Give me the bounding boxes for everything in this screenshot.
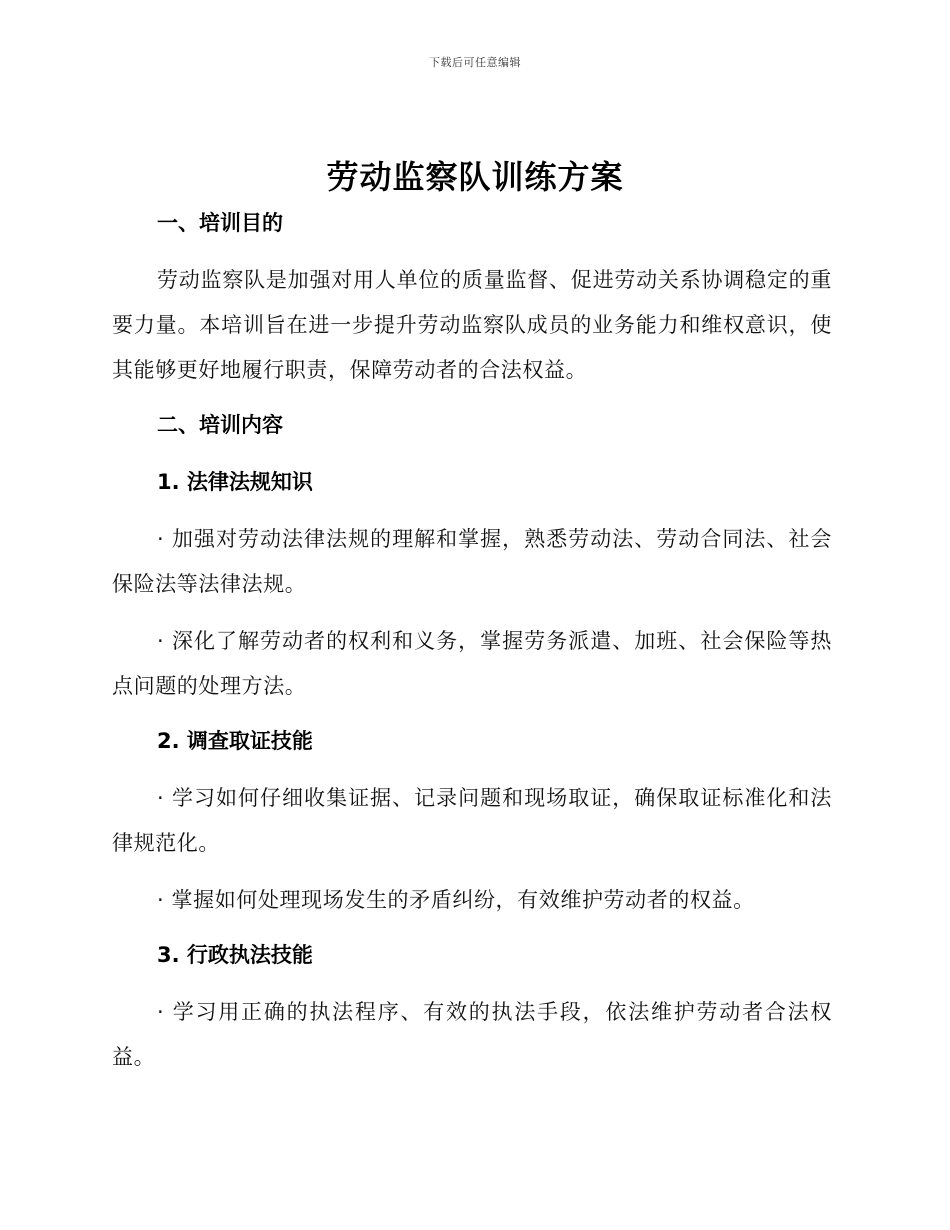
- bullet-item-enforcement-1: · 学习用正确的执法程序、有效的执法手段，依法维护劳动者合法权益。: [112, 1000, 832, 1069]
- subsection-heading-investigation: 2. 调查取证技能: [157, 729, 313, 753]
- paragraph-training-purpose: 劳动监察队是加强对用人单位的质量监督、促进劳动关系协调稳定的重要力量。本培训旨在进一步提升劳动监察队成员的业务能力和维权意识，使其能够更好地履行职责，保障劳动者的合法权益。: [112, 268, 832, 382]
- section-heading-training-content: 二、培训内容: [157, 413, 283, 437]
- bullet-item-investigation-1: · 学习如何仔细收集证据、记录问题和现场取证，确保取证标准化和法律规范化。: [112, 786, 832, 855]
- subsection-heading-enforcement: 3. 行政执法技能: [157, 943, 313, 967]
- page-header-note: 下载后可任意编辑: [429, 56, 521, 69]
- subsection-heading-laws: 1. 法律法规知识: [157, 470, 313, 494]
- document-body: [112, 202, 832, 1080]
- section-heading-training-purpose: 一、培训目的: [157, 211, 283, 235]
- document-title: 劳动监察队训练方案: [326, 158, 624, 196]
- bullet-item-investigation-2: · 掌握如何处理现场发生的矛盾纠纷，有效维护劳动者的权益。: [157, 888, 755, 912]
- bullet-item-laws-2: · 深化了解劳动者的权利和义务，掌握劳务派遣、加班、社会保险等热点问题的处理方法。: [112, 629, 832, 698]
- bullet-item-laws-1: · 加强对劳动法律法规的理解和掌握，熟悉劳动法、劳动合同法、社会保险法等法律法规。: [112, 527, 832, 596]
